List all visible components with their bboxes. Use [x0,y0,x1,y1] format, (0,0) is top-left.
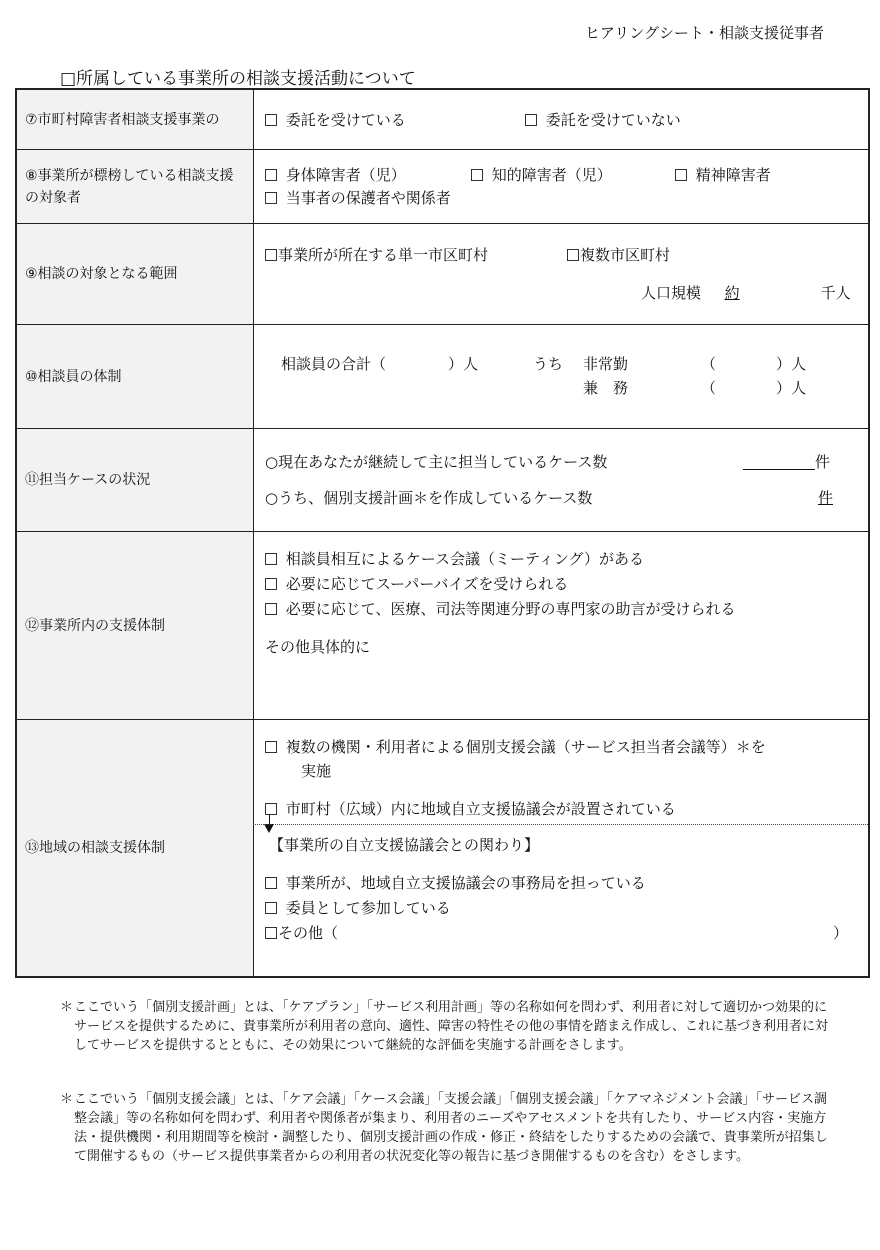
uchi-label: うち [533,355,564,373]
arrow-down-icon [264,824,274,833]
other-specific-label: その他具体的に [265,638,371,656]
option-supervise[interactable] [265,573,568,594]
checkbox-icon[interactable] [265,578,277,590]
blank-line [743,454,815,470]
option-single-municipality[interactable] [265,244,488,265]
concurrent-input[interactable]: （ ）人 [701,379,807,397]
option-label: 委託を受けている [285,111,406,129]
option-label: 委員として参加している [285,899,451,917]
plan-case-count-input[interactable] [743,487,833,508]
checkbox-icon[interactable] [265,169,277,181]
option-not-commissioned[interactable] [525,109,681,130]
population-prefix: 約 [724,284,740,302]
option-physical[interactable] [265,164,406,185]
option-label: 相談員相互によるケース会議（ミーティング）がある [285,550,644,568]
plan-case-count-line: ○うち、個別支援計画＊を作成しているケース数 [265,489,593,507]
row-13 [17,720,868,976]
footnote-text: ここでいう「個別支援会議」とは、「ケア会議」「ケース会議」「支援会議」「個別支援会議」「ケアマネジメント会議」「サービス調整会議」等の名称如何を問わず、利用者や関係者が集まり、利用者のニーズやアセスメントを共有したり、サービス内容・実施方法・提供機関・利用期間等を検討・調整したり、個別支援計画の作成・修正・終結をしたりするための会議で、貴事業所が招集して開催するもの（サービス提供事業者からの利用者の状況変化等の報告に基づき開催するものを含む）をさします。 [74,1092,828,1164]
row-8-label [17,150,254,223]
staff-total-prefix: 相談員の合計（ [281,355,387,373]
unit-label: 件 [815,453,831,471]
option-label: 複数市区町村 [580,246,671,264]
option-label: 委託を受けていない [545,111,681,129]
row-10-label: ⑩相談員の体制 [17,325,254,428]
option-member[interactable] [265,897,451,918]
row-12 [17,532,868,720]
option-label-continued: 実施 [301,762,332,780]
option-label: 必要に応じてスーパーバイズを受けられる [285,575,569,593]
option-label: 必要に応じて、医療、司法等関連分野の専門家の助言が受けられる [285,600,736,618]
population-scale[interactable] [641,282,851,303]
part-time-label: 非常勤 [583,355,629,373]
checkbox-icon[interactable] [265,249,277,261]
checkbox-icon[interactable] [265,603,277,615]
dotted-divider [255,824,868,825]
option-label: 精神障害者 [695,166,771,184]
council-relation-subhead: 【事業所の自立支援協議会との関わり】 [269,836,540,854]
option-label: 事業所が所在する単一市区町村 [278,246,489,264]
row-8-label-text: ⑧事業所が標榜している相談支援の対象者 [25,167,234,206]
other-specific-input[interactable] [265,658,858,713]
option-guardians[interactable] [265,187,451,208]
option-secretariat[interactable] [265,872,646,893]
option-individual-support-meeting[interactable] [265,736,766,757]
checkbox-icon[interactable] [265,902,277,914]
checkbox-icon[interactable] [265,741,277,753]
option-multi-municipality[interactable] [567,244,670,265]
footnote-mark: ＊ [60,1092,74,1107]
checkbox-icon[interactable] [265,803,277,815]
hearing-sheet-table [15,88,870,978]
checkbox-icon[interactable] [471,169,483,181]
option-label: 市町村（広域）内に地域自立支援協議会が設置されている [285,800,676,818]
checkbox-icon[interactable] [265,877,277,889]
staff-total[interactable] [281,353,478,374]
section-title: □所属している事業所の相談支援活動について [60,69,416,89]
option-label: 知的障害者（児） [491,166,612,184]
row-13-label: ⑬地域の相談支援体制 [17,720,254,976]
row-12-label: ⑫事業所内の支援体制 [17,532,254,719]
row-11 [17,429,868,532]
footnote-1 [60,998,835,1055]
row-9 [17,224,868,325]
row-11-label: ⑪担当ケースの状況 [17,429,254,531]
option-label: 複数の機関・利用者による個別支援会議（サービス担当者会議等）＊を [285,738,766,756]
option-other[interactable] [265,922,338,943]
row-10 [17,325,868,429]
staff-total-suffix: ）人 [448,355,479,373]
population-label: 人口規模 [641,284,702,302]
option-label: 事業所が、地域自立支援協議会の事務局を担っている [285,874,646,892]
option-council-established[interactable] [265,798,676,819]
checkbox-icon[interactable] [675,169,687,181]
option-other-close: ） [833,924,849,942]
checkbox-icon[interactable] [567,249,579,261]
checkbox-icon[interactable] [265,927,277,939]
case-count-line: ○現在あなたが継続して主に担当しているケース数 [265,453,608,471]
case-count-input[interactable] [743,451,830,472]
row-8 [17,150,868,224]
option-case-meeting[interactable] [265,548,644,569]
population-input[interactable] [725,282,851,303]
unit-label: 件 [817,489,833,507]
footnote-text: ここでいう「個別支援計画」とは、「ケアプラン」「サービス利用計画」等の名称如何を問わず、利用者に対して適切かつ効果的にサービスを提供するために、貴事業所が利用者の意向、適性、障害の特性その他の事情を踏まえ作成し、これに基づき利用者に対してサービスを提供するとともに、その効果について継続的な評価を実施する計画をさします。 [74,1000,829,1053]
option-label: 身体障害者（児） [285,166,406,184]
checkbox-icon[interactable] [525,114,537,126]
option-commissioned[interactable] [265,109,406,130]
option-intellectual[interactable] [471,164,612,185]
checkbox-icon[interactable] [265,553,277,565]
option-mental[interactable] [675,164,771,185]
option-label: その他（ [278,924,339,942]
option-expert-advice[interactable] [265,598,736,619]
row-9-label: ⑨相談の対象となる範囲 [17,224,254,324]
checkbox-icon[interactable] [265,114,277,126]
concurrent-label: 兼 務 [583,379,629,397]
part-time-input[interactable]: （ ）人 [701,355,807,373]
checkbox-icon[interactable] [265,192,277,204]
population-unit: 千人 [820,284,851,302]
row-7-label: ⑦市町村障害者相談支援事業の [17,90,254,149]
option-label: 当事者の保護者や関係者 [285,189,451,207]
footnote-2 [60,1090,835,1166]
sheet-header: ヒアリングシート・相談支援従事者 [584,24,824,42]
row-7 [17,90,868,150]
footnote-mark: ＊ [60,1000,74,1015]
